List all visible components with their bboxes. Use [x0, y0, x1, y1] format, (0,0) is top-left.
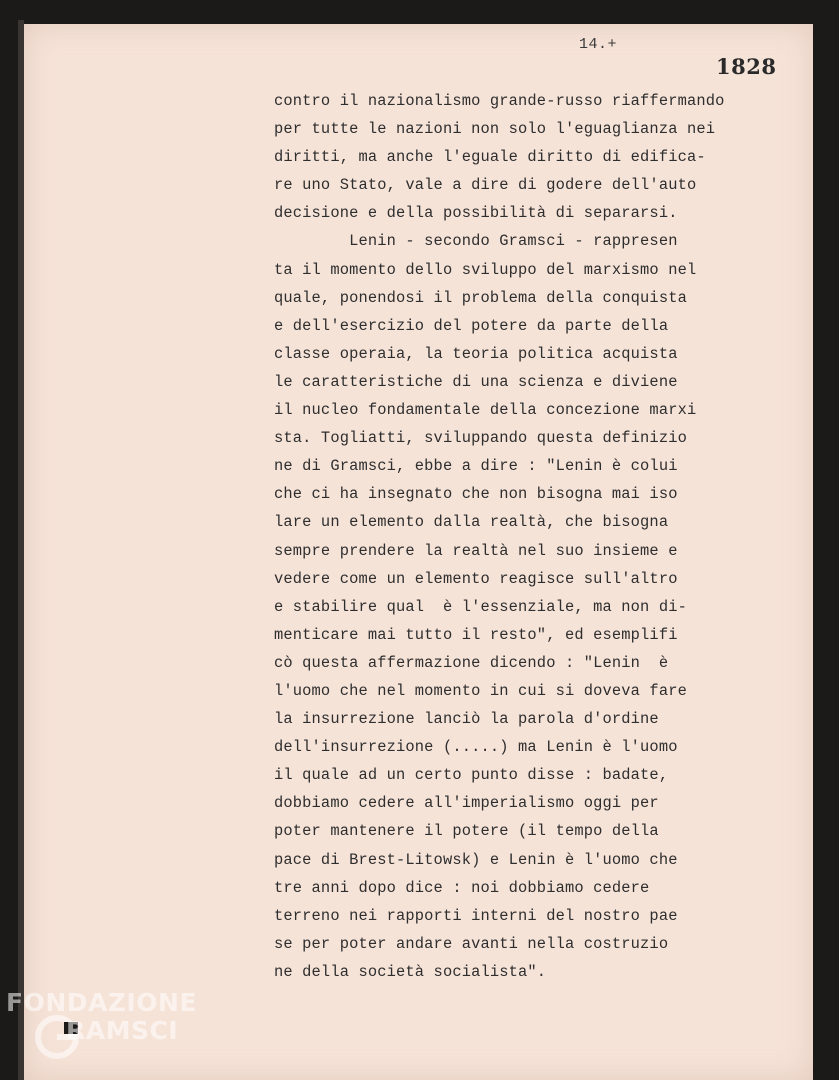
text-line: classe operaia, la teoria politica acquista	[274, 344, 678, 363]
text-line: il quale ad un certo punto disse : badate,	[274, 766, 669, 785]
text-line: e dell'esercizio del potere da parte della	[274, 316, 669, 335]
text-line: per tutte le nazioni non solo l'eguaglianza nei	[274, 120, 716, 139]
text-line: re uno Stato, vale a dire di godere dell'auto	[274, 176, 697, 195]
watermark-logo	[6, 988, 206, 1068]
text-line: sta. Togliatti, sviluppando questa definizio	[274, 429, 687, 448]
text-line: contro il nazionalismo grande-russo riaffermando	[274, 92, 725, 110]
text-line: vedere come un elemento reagisce sull'altro	[274, 569, 678, 588]
text-line: poter mantenere il potere (il tempo della	[274, 822, 659, 841]
text-line: dobbiamo cedere all'imperialismo oggi per	[274, 794, 659, 813]
text-line: sempre prendere la realtà nel suo insieme e	[274, 541, 678, 560]
text-line: ne della società socialista".	[274, 962, 547, 981]
text-line: cò questa affermazione dicendo : "Lenin è	[274, 653, 669, 672]
text-line: dell'insurrezione (.....) ma Lenin è l'uomo	[274, 738, 678, 757]
text-line: diritti, ma anche l'eguale diritto di edifica-	[274, 148, 706, 167]
body-text	[274, 87, 794, 986]
text-line: ne di Gramsci, ebbe a dire : "Lenin è colui	[274, 457, 678, 476]
text-line: decisione e della possibilità di separarsi.	[274, 204, 678, 223]
text-line: le caratteristiche di una scienza e diviene	[274, 372, 678, 391]
page-number: 14.+	[579, 36, 618, 53]
text-line: il nucleo fondamentale della concezione marxi	[274, 401, 697, 420]
text-line: tre anni dopo dice : noi dobbiamo cedere	[274, 878, 650, 897]
watermark-line-2: RAMSCI	[66, 1016, 179, 1045]
archive-stamp-number: 1828	[716, 54, 777, 79]
text-line: l'uomo che nel momento in cui si doveva fare	[274, 681, 687, 700]
text-line: la insurrezione lanciò la parola d'ordine	[274, 710, 659, 729]
text-line: che ci ha insegnato che non bisogna mai iso	[274, 485, 678, 504]
text-line: Lenin - secondo Gramsci - rappresen	[274, 232, 678, 251]
text-line: terreno nei rapporti interni del nostro pae	[274, 906, 678, 925]
document-page	[24, 24, 813, 1080]
text-line: ta il momento dello sviluppo del marxismo nel	[274, 260, 697, 279]
text-line: e stabilire qual è l'essenziale, ma non di-	[274, 597, 687, 616]
watermark-line-1: FONDAZIONE	[6, 988, 198, 1017]
text-line: lare un elemento dalla realtà, che bisogna	[274, 513, 669, 532]
text-line: se per poter andare avanti nella costruzio	[274, 934, 669, 953]
text-line: pace di Brest-Litowsk) e Lenin è l'uomo che	[274, 850, 678, 869]
text-line: menticare mai tutto il resto", ed esemplifi	[274, 625, 678, 644]
text-line: quale, ponendosi il problema della conquista	[274, 288, 687, 307]
